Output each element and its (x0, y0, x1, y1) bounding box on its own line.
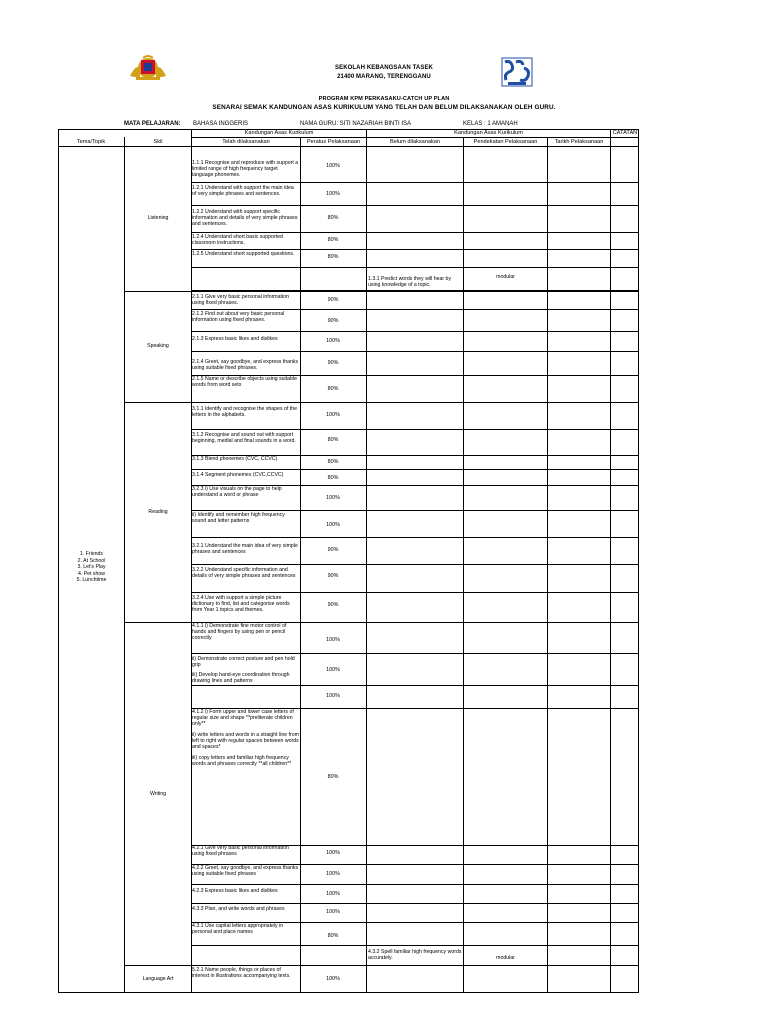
row-telah: 4.2.1 Give very basic personal information using fixed phrases (192, 845, 289, 857)
row-peratus: 100% (326, 191, 340, 197)
program-title: PROGRAM KPM PERKASAKU-CATCH UP PLAN (318, 96, 450, 102)
row-peratus: 100% (326, 976, 340, 982)
row-peratus: 100% (326, 522, 340, 528)
row-telah: 1.2.2 Understand with support specific information and details of very simple phrases and sentences. (192, 209, 298, 227)
header-group-2: Kandungan Asas Kurikulum (454, 130, 523, 136)
malaysia-coat-of-arms-icon (128, 54, 168, 82)
header-belum: Belum dilaksanakan (389, 139, 441, 145)
header-tarikh: Tarikh Pelaksanaan (554, 139, 604, 145)
row-telah: 3.1.2 Recognise and sound out with support beginning, medial and final sounds in a word. (192, 432, 296, 444)
row-telah: 2.1.3 Express basic likes and dislikes (192, 336, 278, 342)
row-telah: 2.1.1 Give very basic personal information using fixed phrases. (192, 294, 289, 306)
row-telah: 3.2.2 Understand specific information and details of very simple phrases and sentences (192, 567, 296, 579)
header-telah: Telah dilaksanakan (222, 139, 270, 145)
row-peratus: 90% (327, 318, 339, 324)
row-belum: 4.3.2 Spell familiar high frequency words accurately. (368, 949, 462, 961)
row-telah: 1.2.5 Understand short supported questions. (192, 251, 295, 257)
row-telah: 4.3.3 Plan, and write words and phrases (192, 906, 285, 912)
subject-value: BAHASA INGGERIS (193, 121, 249, 127)
header-pendekatan: Pendekatan Pelaksanaan (473, 139, 538, 145)
school-logo-icon (500, 56, 534, 88)
row-peratus: 90% (327, 360, 339, 366)
row-peratus: 90% (327, 602, 339, 608)
row-peratus: 100% (326, 338, 340, 344)
row-peratus: 80% (327, 254, 339, 260)
row-peratus: 100% (326, 850, 340, 856)
row-peratus: 100% (326, 412, 340, 418)
row-telah: 4.1.1 i) Demonstrate fine motor control of hands and fingers by using pen or pencil correctly (192, 623, 287, 641)
skill-speaking: Speaking (147, 343, 169, 349)
skill-language-art: Language Art (142, 976, 174, 982)
row-telah: 1.2.4 Understand short basic supported classroom instructions. (192, 234, 283, 246)
row-peratus: 80% (327, 215, 339, 221)
checklist-table (58, 129, 639, 993)
row-telah: ii) Identify and remember high frequency sound and letter patterns (192, 512, 285, 524)
document-title: SENARAI SEMAK KANDUNGAN ASAS KURIKULUM YANG TELAH DAN BELUM DILAKSANAKAN OLEH GURU. (212, 104, 556, 111)
row-telah: 2.1.5 Name or describe objects using suitable words from word sets (192, 376, 297, 388)
skill-reading: Reading (148, 509, 168, 515)
row-pendekatan: modular (496, 955, 515, 961)
school-name: SEKOLAH KEBANGSAAN TASEK (335, 65, 433, 71)
class-name: KELAS : 1 AMANAH (463, 121, 518, 127)
school-address: 21400 MARANG, TERENGGANU (337, 74, 431, 80)
row-peratus: 100% (326, 891, 340, 897)
row-telah: 3.1.4 Segment phonemes (CVC,CCVC) (192, 472, 284, 478)
row-peratus: 100% (326, 163, 340, 169)
row-peratus: 80% (327, 933, 339, 939)
row-telah: 3.2.1 Understand the main idea of very simple phrases and sentences (192, 543, 298, 555)
row-peratus: 80% (327, 386, 339, 392)
row-telah: 3.1.1 Identify and recognise the shapes of the letters in the alphabets. (192, 406, 297, 418)
row-telah: 2.1.4 Greet, say goodbye, and express thanks using suitable fixed phrases. (192, 359, 299, 371)
row-telah: 4.2.2 Greet, say goodbye, and express thanks using suitable fixed phrases (192, 865, 299, 877)
row-peratus: 80% (327, 774, 339, 780)
row-telah: 3.1.3 Blend phonemes (CVC, CCVC) (192, 456, 278, 462)
row-telah: ii) Demonstrate correct posture and pen hold grip iii) Develop hand-eye coordination through drawing lines and patterns (192, 656, 295, 684)
row-peratus: 100% (326, 871, 340, 877)
row-peratus: 100% (326, 909, 340, 915)
row-peratus: 100% (326, 693, 340, 699)
row-telah: 2.1.2 Find out about very basic personal information using fixed phrases. (192, 311, 285, 323)
tema-list: 1. Friends 2. At School 3. Let's Play 4. Pet show 5. Lunchtime (76, 551, 107, 583)
subject-label: MATA PELAJARAN: (124, 121, 181, 127)
row-peratus: 90% (327, 297, 339, 303)
header-group-1: Kandungan Asas Kurikulum (244, 130, 314, 136)
row-belum: 1.3.1 Predict words they will hear by using knowledge of a topic. (368, 276, 452, 288)
header-tema: Tema/Topik (76, 139, 106, 145)
skill-writing: Writing (149, 791, 167, 797)
row-peratus: 80% (327, 475, 339, 481)
row-peratus: 100% (326, 637, 340, 643)
row-pendekatan: modular (496, 274, 515, 280)
row-peratus: 90% (327, 573, 339, 579)
row-telah: 1.1.1 Recognise and reproduce with support a limited range of high frequency target language phonemes. (192, 160, 299, 178)
row-peratus: 90% (327, 547, 339, 553)
row-telah: 3.2.3 i) Use visuals on the page to help understand a word or phrase (192, 486, 282, 498)
skill-listening: Listening (147, 215, 169, 221)
row-peratus: 80% (327, 237, 339, 243)
header-catatan: CATATAN (612, 130, 638, 136)
row-peratus: 80% (327, 459, 339, 465)
header-skil: Skil (153, 139, 163, 145)
teacher-name: NAMA GURU: SITI NAZARIAH BINTI ISA (300, 121, 412, 127)
header-peratus: Peratus Pelaksanaan (306, 139, 361, 145)
row-peratus: 80% (327, 437, 339, 443)
row-peratus: 100% (326, 667, 340, 673)
row-telah: 3.2.4 Use with support a simple picture dictionary to find, list and categorise words from Year 1 topics and themes. (192, 595, 290, 613)
row-telah: 1.2.1 Understand with support the main idea of very simple phrases and sentences. (192, 185, 294, 197)
row-telah: 4.1.2 i) Form upper and lower case letters of regular size and shape **preliterate children only** ii) write letters and words in a straight line from left to right with regular spaces between words and spaces* iii) copy letters and familiar high frequency words and phrases correctly **all children** (192, 709, 299, 767)
row-peratus: 100% (326, 495, 340, 501)
row-telah: 4.2.3 Express basic likes and dislikes (192, 888, 278, 894)
row-telah: 4.3.1 Use capital letters appropriately in personal and place names (192, 923, 284, 935)
row-telah: 5.2.1 Name people, things or places of interest in illustrations accompanying texts. (192, 967, 291, 979)
